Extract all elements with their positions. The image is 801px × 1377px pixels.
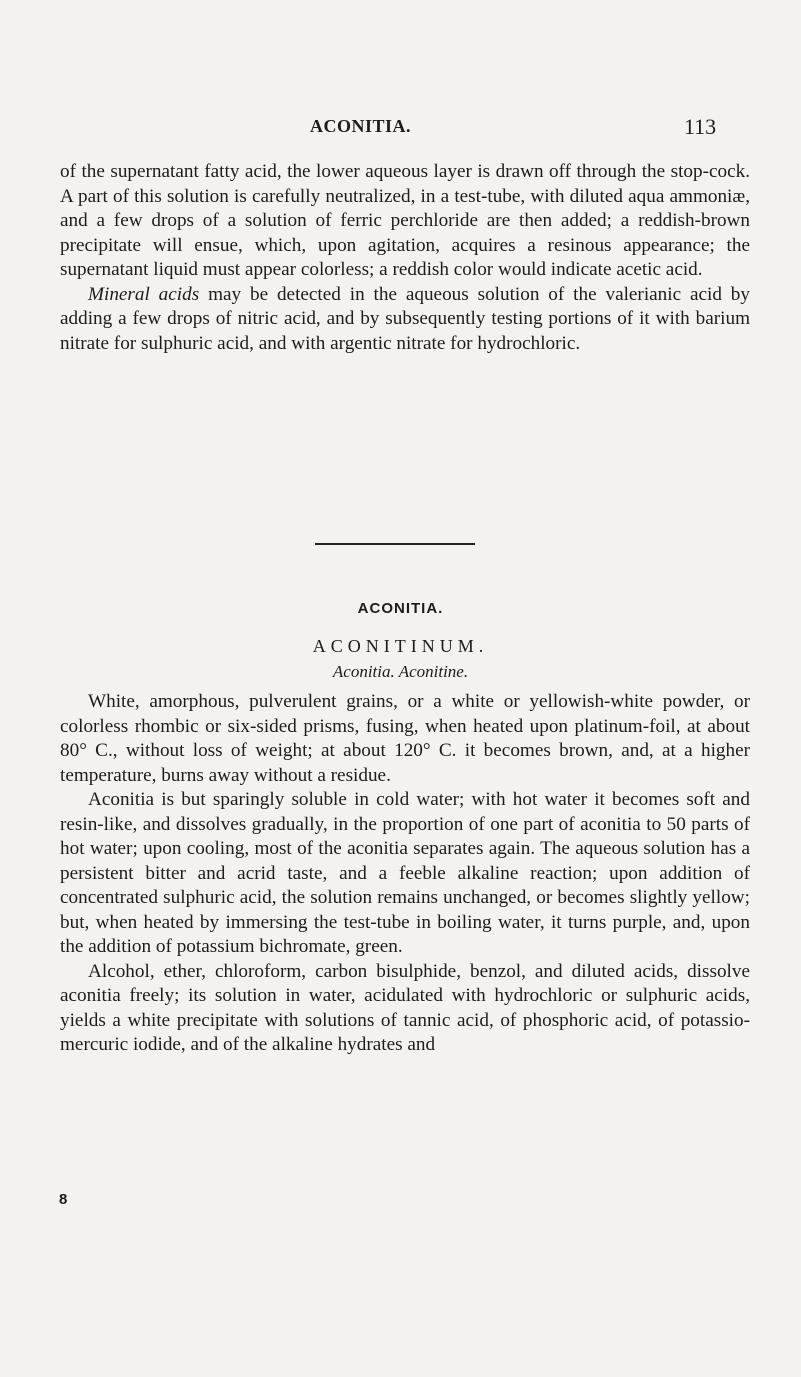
latin-title: ACONITINUM. bbox=[312, 636, 489, 656]
mineral-acids-text: may be detected in the aqueous solution of the valerianic acid by adding a few drops of nitric acid, and by subsequently testing portions of it with barium nitrate for sulphuric acid, and with argentic nitrate for hydrochloric. bbox=[60, 283, 750, 354]
solvents-paragraph: Alcohol, ether, chloroform, carbon bisulphide, benzol, and diluted acids, dissolve aconitia freely; its solution in water, acidulated with hydrochloric or sulphuric acids, yields a white precipitate with solutions of tannic acid, of phosphoric acid, of potassio-mercuric iodide, and of the alkaline hydrates and bbox=[60, 960, 750, 1055]
section-body bbox=[60, 690, 750, 1058]
continuation-text bbox=[60, 160, 750, 356]
mineral-acids-paragraph bbox=[60, 283, 750, 357]
signature-mark: 8 bbox=[59, 1191, 68, 1208]
section-title: ACONITIA. bbox=[357, 600, 444, 617]
synonyms: Aconitia. Aconitine. bbox=[332, 662, 469, 681]
mineral-acids-lead: Mineral acids bbox=[88, 283, 200, 305]
continuation-paragraph: of the supernatant fatty acid, the lower aqueous layer is drawn off through the stop-cock. A part of this solution is carefully neutralized, in a test-tube, with diluted aqua ammoniæ, and a few drops of a solution of ferric perchloride are then added; a reddish-brown precipitate will ensue, which, upon agitation, acquires a resinous appearance; the supernatant liquid must appear colorless; a reddish color would indicate acetic acid. bbox=[60, 161, 750, 280]
description-paragraph: White, amorphous, pulverulent grains, or a white or yellowish-white powder, or colorless rhombic or six-sided prisms, fusing, when heated upon platinum-foil, at about 80° C., without loss of weight; at about 120° C. it becomes brown, and, at a higher temperature, burns away without a residue. bbox=[60, 691, 750, 786]
page-number: 113 bbox=[684, 114, 717, 139]
solubility-paragraph: Aconitia is but sparingly soluble in cold water; with hot water it becomes soft and resin-like, and dissolves gradually, in the proportion of one part of aconitia to 50 parts of hot water; upon cooling, most of the aconitia separates again. The aqueous solution has a persistent bitter and acrid taste, and a feeble alkaline reaction; upon addition of concentrated sulphuric acid, the solution remains unchanged, or becomes slightly yellow; but, when heated by immersing the test-tube in boiling water, it turns purple, and, upon the addition of potassium bichromate, green. bbox=[60, 789, 750, 957]
running-head bbox=[0, 116, 801, 146]
running-title: ACONITIA. bbox=[310, 116, 412, 136]
section-divider bbox=[315, 543, 475, 545]
